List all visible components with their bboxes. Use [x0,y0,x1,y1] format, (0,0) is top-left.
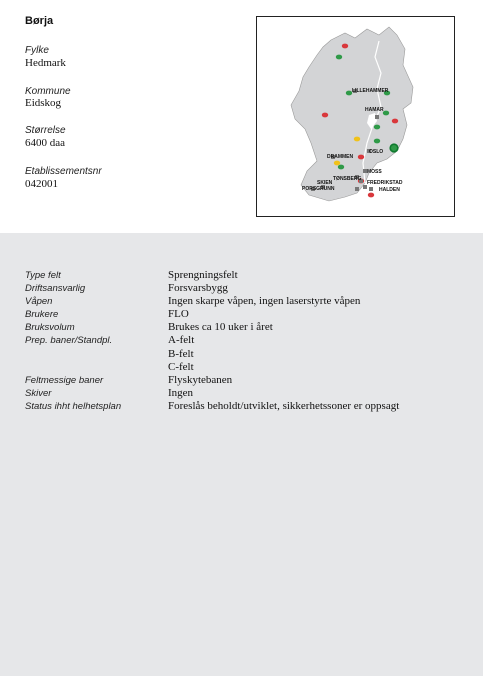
property-row [25,361,399,374]
property-row [25,374,399,387]
red-marker [368,193,374,198]
city-label-skien: SKIEN [317,180,333,186]
properties-table [25,269,399,413]
green-marker [338,165,344,170]
property-value: Ingen skarpe våpen, ingen laserstyrte våpen [168,295,361,308]
property-value: Forsvarsbygg [168,282,228,295]
storrelse-value: 6400 daa [25,137,66,149]
property-row [25,308,399,321]
property-key: Brukere [25,309,59,321]
city-label-lillehammer: LILLEHAMMER [352,88,389,94]
city-label-hamar: HAMAR [365,107,384,113]
property-value: Sprengningsfelt [168,269,238,281]
property-key [25,348,168,361]
location-map [256,16,455,217]
property-value: C-felt [168,360,194,373]
property-row [25,295,399,308]
city-label-tonsberg: TØNSBERG [333,176,362,182]
property-value: FLO [168,308,189,321]
city-marker [375,115,379,119]
kommune-value: Eidskog [25,97,62,109]
city-label-porsgrunn: PORSGRUNN [302,186,335,192]
city-marker [369,187,373,191]
yellow-marker [354,137,360,142]
storrelse-label: Størrelse [25,125,66,136]
property-row [25,269,399,282]
property-row [25,348,399,361]
etablissementsnr-label: Etablissementsnr [25,166,102,177]
property-key [25,361,168,374]
city-label-fredrikstad: FREDRIKSTAD [367,180,403,186]
property-row [25,334,399,347]
green-marker [374,139,380,144]
property-value: Brukes ca 10 uker i året [168,321,273,334]
property-key: Våpen [25,296,53,308]
property-value: Ingen [168,386,194,399]
green-marker [336,55,342,60]
city-label-halden: HALDEN [379,187,400,193]
property-key: Type felt [25,270,61,281]
city-marker [355,187,359,191]
property-value: A-felt [168,334,195,347]
city-label-oslo: OSLO [369,149,384,155]
property-key: Skiver [25,387,52,399]
properties-body [25,269,399,413]
region-shape [291,27,413,201]
property-row [25,387,399,400]
property-key: Status ihht helhetsplan [25,400,122,412]
property-row [25,282,399,295]
property-key: Feltmessige baner [25,374,104,386]
property-key: Bruksvolum [25,322,75,334]
yellow-marker [334,161,340,166]
red-marker [342,44,348,49]
map-svg [257,17,454,216]
fylke-label: Fylke [25,45,49,56]
etablissementsnr-value: 042001 [25,178,58,190]
property-key: Prep. baner/Standpl. [25,335,113,347]
property-value: Foreslås beholdt/utviklet, sikkerhetssoner er oppsagt [168,399,400,412]
highlighted-site-marker [390,144,398,152]
green-marker [374,125,380,130]
property-value: B-felt [168,347,194,360]
kommune-label: Kommune [25,86,71,97]
page-title: Børja [25,15,54,27]
fylke-value: Hedmark [25,57,66,69]
property-value: Flyskytebanen [168,373,233,386]
red-marker [392,119,398,124]
property-row [25,321,399,334]
city-label-drammen: DRAMMEN [327,154,354,160]
property-row [25,400,399,413]
red-marker [358,155,364,160]
green-marker [383,111,389,116]
property-key: Driftsansvarlig [25,283,86,295]
red-marker [322,113,328,118]
city-label-moss: MOSS [367,169,382,175]
